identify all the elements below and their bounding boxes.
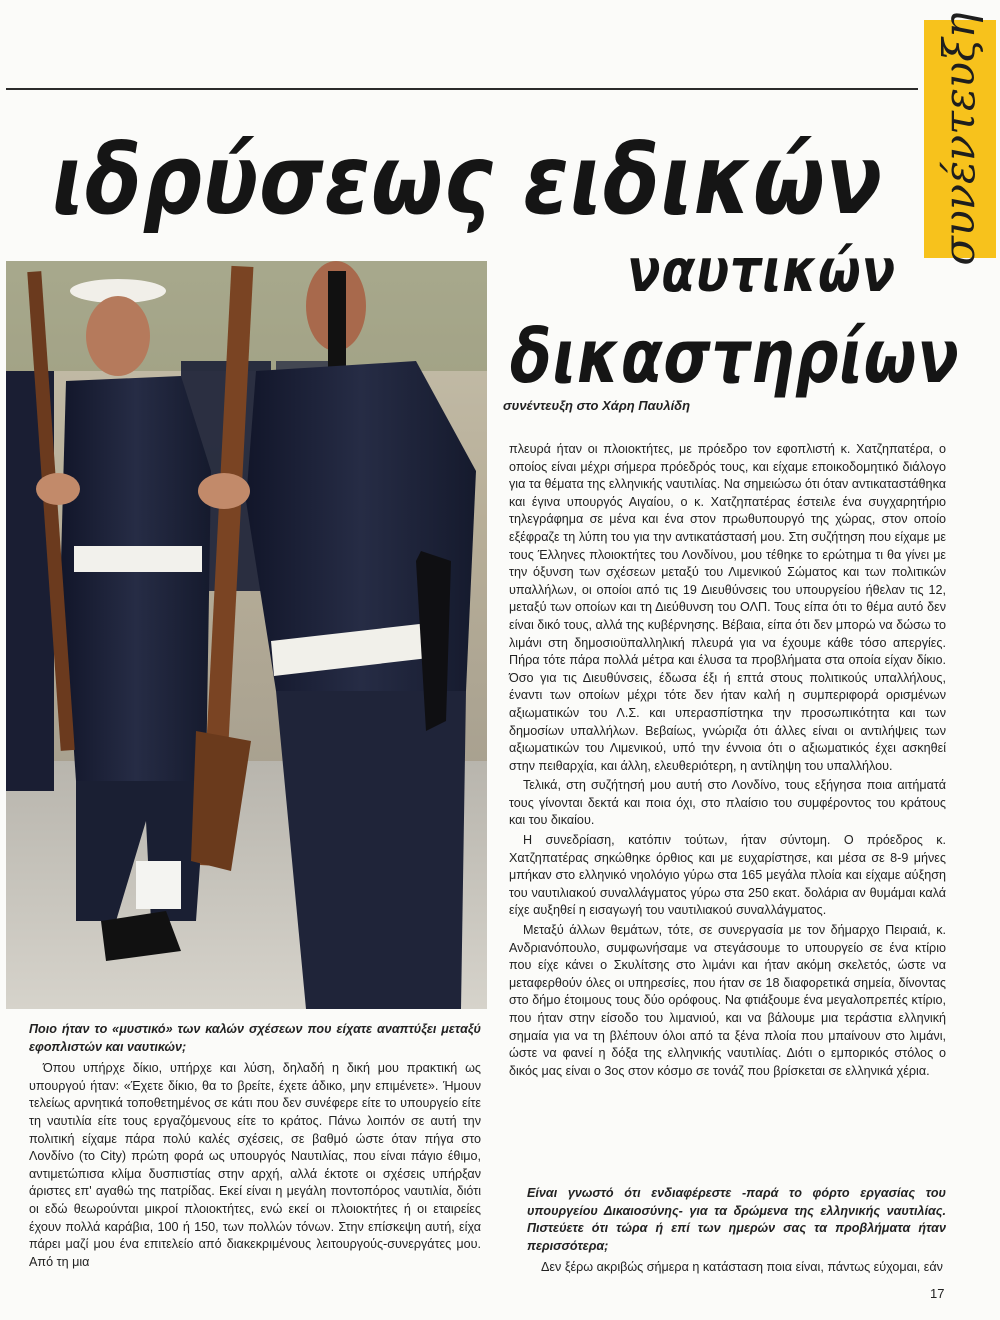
answer-2: Δεν ξέρω ακριβώς σήμερα η κατάσταση ποια είναι, πάντως εύχομαι, εάν <box>541 1260 943 1275</box>
headline-line-1: ιδρύσεως ειδικών <box>52 124 883 236</box>
section-tab <box>924 12 996 266</box>
paragraph: πλευρά ήταν οι πλοιοκτήτες, με πρόεδρο τον εφοπλιστή κ. Χατζηπατέρα, ο οποίος είναι μέχρι σήμερα πρόεδρός τους, και είχαμε εποικοδομητικό διάλογο για τα θέματα της ελληνικής ναυτιλίας. Να σημειώσω ότι όταν αντικαταστάθηκα και έγινα υπουργός Αιγαίου, ο κ. Χατζηπατέρας έστειλε ένα συγχαρητήριο τηλεγράφημα σε μένα και ένα στον πρωθυπουργό της χώρας, στον οποίο εξέφραζε τη λύπη του για την αντικατάστασή μου. Στη συζήτηση που είχαμε με τους Έλληνες πλοιοκτήτες του Λονδίνου, μου τέθηκε το ερώτημα τι θα γίνει με την όξυνση των σχέσεων μεταξύ του Λιμενικού Σώματος και των πολιτικών υπαλλήλων, οι οποίοι από τις 19 Διευθύνσεις του υπουργείου ήθελαν τις 12, μεταξύ των οποίων και τη Διεύθυνση του ΟΛΠ. Τους είπα ότι το θέμα αυτό δεν είναι δικό τους, αλλά της κυβέρνησης. Βέβαια, είπα ότι δεν μπορώ να δώσω το λιμάνι στη δημοσιοϋπαλληλική πλευρά για να έχουμε κάθε τόσο απεργίες. Πήρα τότε πάρα πολλά μέτρα και έλυσα τα προβλήματα στα οποία είχαν δίκιο. Όσο για τις Διευθύνσεις, έδωσα έξι ή επτά στους πολιτικούς υπαλλήλους, έναντι των οποίων μέχρι τότε δεν ήταν καλή η συμπεριφορά ορισμένων αξιωματικών του Λ.Σ. και υπερασπίστηκα την προσωπικότητα και των δημοσίων υπαλλήλων. Βεβαίως, γνώριζα ότι άλλες είναι οι αντιλήψεις των αξιωματικών του Λιμενικού, υπό την έννοια ότι ο αξιωματικός έχει ασκηθεί στην πειθαρχία, και άλλη, ελευθεριότερη, η αντίληψη του υπαλλήλου. <box>509 442 946 773</box>
paragraph: Τελικά, στη συζήτησή μου αυτή στο Λονδίνο, τους εξήγησα ποια αιτήματά τους γίνονται δεκτά και ποια όχι, στο πλαίσιο του συμφέροντος του κράτους και του δικαίου. <box>509 778 946 828</box>
question-2: Είναι γνωστό ότι ενδιαφέρεστε -παρά το φόρτο εργασίας του υπουργείου Δικαιοσύνης- για τα δρώμενα της ελληνικής ναυτιλίας. Πιστεύετε ότι τώρα ή επί των ημερών σας τα προβλήματα ήταν περισσότερα; <box>527 1186 946 1253</box>
paragraph: Η συνεδρίαση, κατόπιν τούτων, ήταν σύντομη. Ο πρόεδρος κ. Χατζηπατέρας σηκώθηκε όρθιος και με ευχαρίστησε, και μέσα σε 8-9 μήνες μπήκαν στο ελληνικό νηολόγιο γύρω στα 165 μεγάλα πλοία και είχαμε αύξηση του ναυτιλιακού συναλλάγματος γύρω στα 250 εκατ. δολάρια αν θυμάμαι καλά είχε αυξηθεί η εισαγωγή του ναυτιλιακού συναλλάγματος. <box>509 833 946 918</box>
byline: συνέντευξη στο Χάρη Παυλίδη <box>503 398 691 413</box>
section-label: συνέντευξη <box>935 12 985 266</box>
paragraph: Μεταξύ άλλων θεμάτων, τότε, σε συνεργασία με τον δήμαρχο Πειραιά, κ. Ανδριανόπουλο, συμφωνήσαμε να στεγάσουμε το υπουργείο σε ένα κτίριο που είχε κάνει ο Σκυλίτσης στο λιμάνι και ήταν ακόμη σκελετός, ώστε να μεταφερθούν όλες οι υπηρεσίες, που ήταν σε 18 διαφορετικά σημεία, δίνοντας στο δήμο έτοιμους τους δύο ορόφους. Να φτιάξουμε ένα μεγαλοπρεπές κτίριο, που ήταν στην είσοδο του λιμανιού, και να βάλουμε μια τεράστια ελληνική σημαία για να τη βλέπουν όλοι από τα ξένα πλοία που μπαίνουν στο λιμάνι, ώστε να φανεί η δόξα της ελληνικής ναυτιλίας. Διότι ο εμπορικός στόλος ο δικός μας είναι ο 3ος στον κόσμο σε τονάζ που βρίσκεται σε ελληνικά χέρια. <box>509 923 946 1078</box>
headline-line-3: δικαστηρίων <box>510 314 960 400</box>
page-number: 17 <box>930 1286 945 1301</box>
header-rule <box>6 88 918 90</box>
question-1: Ποιο ήταν το «μυστικό» των καλών σχέσεων που είχατε αναπτύξει μεταξύ εφοπλιστών και ναυτικών; <box>29 1022 481 1054</box>
left-text-column <box>29 1021 481 1273</box>
bottom-right-text <box>527 1185 946 1279</box>
headline-line-2: ναυτικών <box>627 236 896 306</box>
sailors-honor-guard-photo <box>6 261 487 1009</box>
right-text-column <box>509 441 946 1082</box>
answer-1: Όπου υπήρχε δίκιο, υπήρχε και λύση, δηλαδή η δική μου πρακτική ως υπουργού ήταν: «Έχετε δίκιο, θα το βρείτε, έχετε άδικο, μην επιμένετε». Ήμουν τελείως αρνητικά τοποθετημένος σε κάτι που δεν συνέφερε είτε το υπουργείο είτε τη ναυτιλία είτε τους εργαζόμενους είτε το κράτος. Πάνω λοιπόν σε αυτή την πολιτική είχαμε πάρα πολύ καλές σχέσεις, σε βαθμό ώστε όταν πήγα στο Λονδίνο (το City) πρώτη φορά ως υπουργός Ναυτιλίας, που είναι πάγιο έθιμο, αντιμετώπισα κλίμα δυσπιστίας στην αρχή, αλλά έκτοτε οι σχέσεις υπήρξαν άριστες επ' αγαθώ της πατρίδας. Εκεί είναι η μεγάλη ποντοπόρος ναυτιλία, διότι οι εδώ θεωρούνται μικροί πλοιοκτήτες, ενώ εκεί οι πλοιοκτήτες ή οι εταιρείες έχουν πολλά καράβια, 100 ή 150, των πολλών τόνων. Στην επίσκεψη αυτή, είχα πάρει μαζί μου ένα επιτελείο από διακεκριμένους λειτουργούς-συνεργάτες μου. Από τη μια <box>29 1061 481 1269</box>
